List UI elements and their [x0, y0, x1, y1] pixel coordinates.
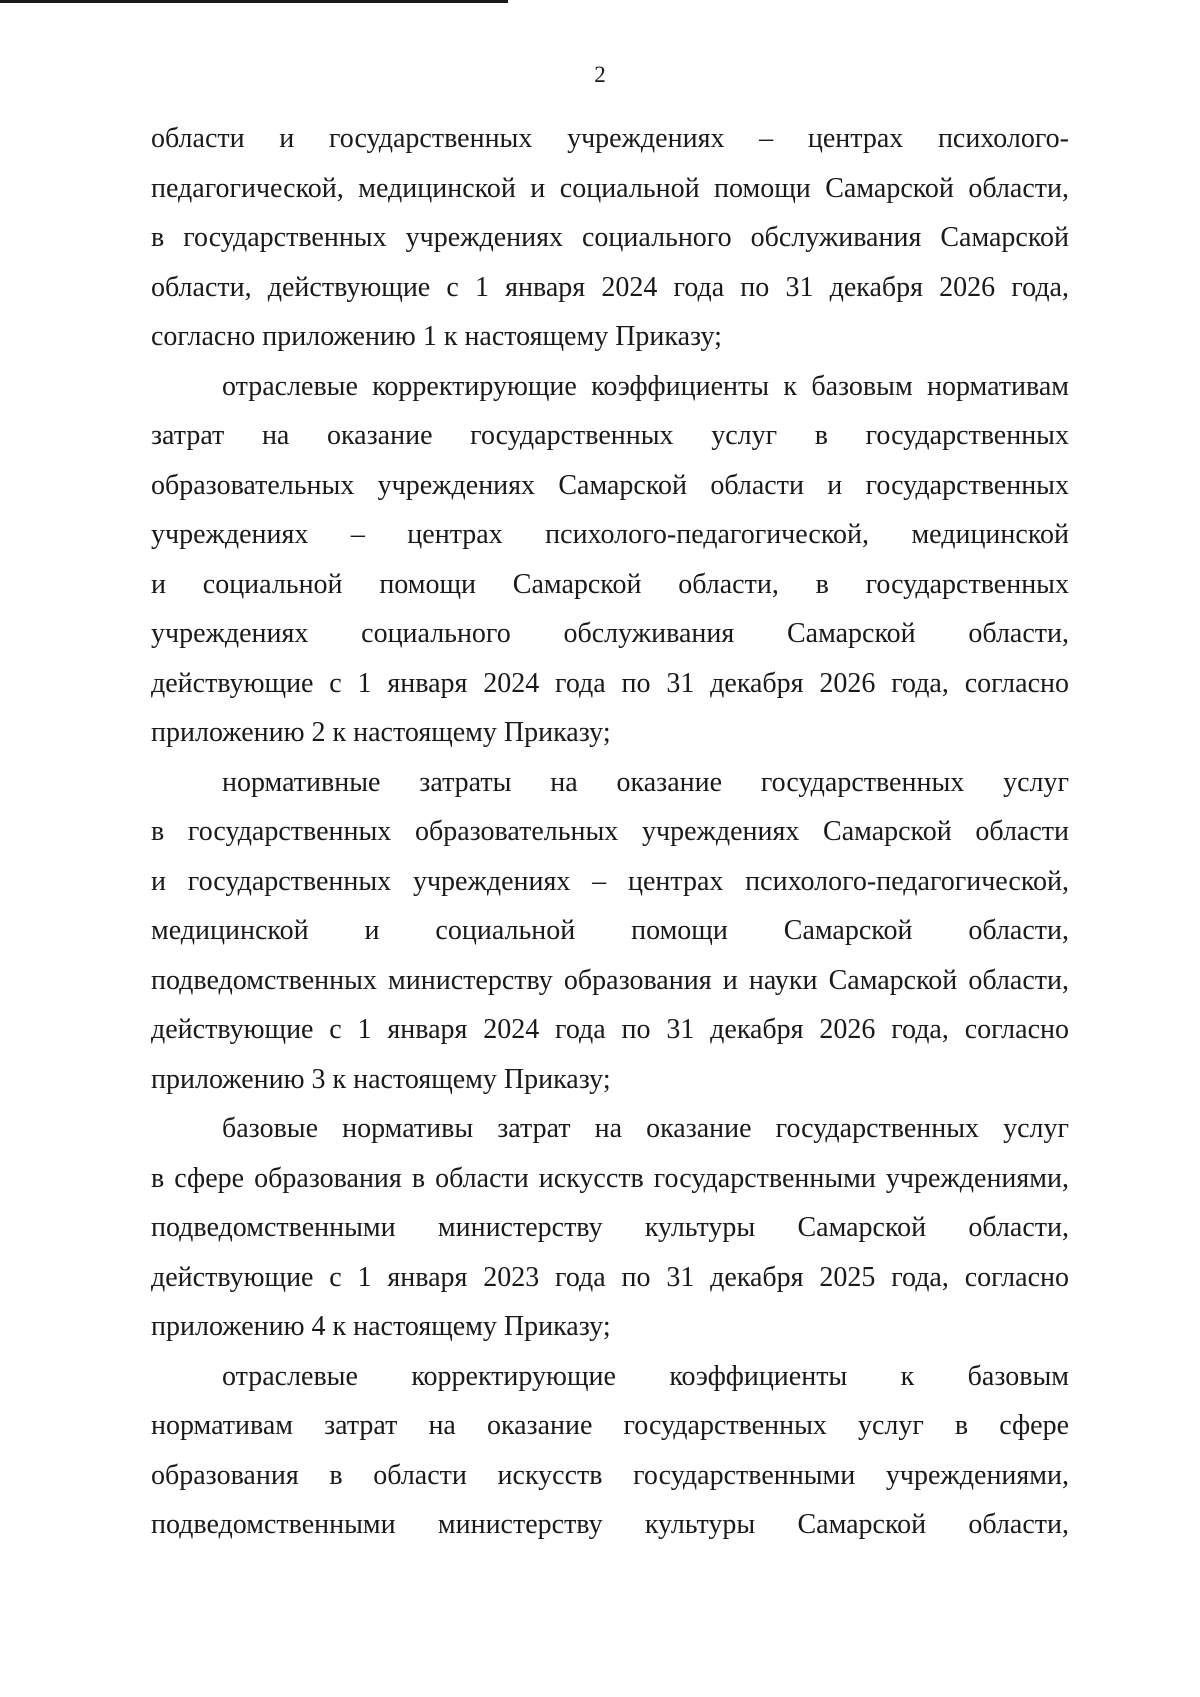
text-line: согласно приложению 1 к настоящему Приказу; [151, 321, 722, 352]
text-line: подведомственных министерству образования и науки Самарской области, [151, 964, 1069, 996]
text-line: подведомственными министерству культуры Самарской области, [151, 1509, 1069, 1540]
text-line: области и государственных учреждениях – центрах психолого- [151, 123, 1069, 154]
paragraph-1 [151, 114, 1069, 362]
paragraph-4 [151, 1104, 1069, 1352]
text-line: и социальной помощи Самарской области, в государственных [151, 568, 1069, 600]
text-line: приложению 4 к настоящему Приказу; [151, 1311, 611, 1342]
text-line: в государственных образовательных учреждениях Самарской области [151, 816, 1069, 847]
text-line: затрат на оказание государственных услуг в государственных [151, 420, 1069, 451]
text-line: действующие с 1 января 2024 года по 31 декабря 2026 года, согласно [151, 1014, 1069, 1045]
text-line: образовательных учреждениях Самарской области и государственных [151, 469, 1069, 501]
text-line: приложению 3 к настоящему Приказу; [151, 1063, 611, 1095]
text-line: педагогической, медицинской и социальной помощи Самарской области, [151, 172, 1069, 204]
text-line: нормативные затраты на оказание государственных услуг [222, 766, 1069, 798]
text-line: отраслевые корректирующие коэффициенты к базовым [222, 1360, 1069, 1392]
text-line: действующие с 1 января 2024 года по 31 декабря 2026 года, согласно [151, 667, 1069, 699]
text-line: и государственных учреждениях – центрах психолого-педагогической, [151, 865, 1069, 897]
text-line: в сфере образования в области искусств государственными учреждениями, [151, 1162, 1069, 1194]
text-line: приложению 2 к настоящему Приказу; [151, 717, 611, 748]
text-line: учреждениях – центрах психолого-педагогической, медицинской [151, 519, 1069, 550]
document-body [151, 114, 1069, 1550]
text-line: подведомственными министерству культуры Самарской области, [151, 1212, 1069, 1243]
text-line: области, действующие с 1 января 2024 года по 31 декабря 2026 года, [151, 271, 1069, 303]
text-line: образования в области искусств государственными учреждениями, [151, 1459, 1069, 1491]
text-line: отраслевые корректирующие коэффициенты к базовым нормативам [222, 370, 1069, 402]
text-line: нормативам затрат на оказание государственных услуг в сфере [151, 1410, 1069, 1441]
paragraph-2 [151, 362, 1069, 758]
page-number: 2 [594, 62, 606, 87]
paragraph-5 [151, 1352, 1069, 1550]
paragraph-3 [151, 758, 1069, 1105]
text-line: действующие с 1 января 2023 года по 31 декабря 2025 года, согласно [151, 1261, 1069, 1293]
text-line: базовые нормативы затрат на оказание государственных услуг [222, 1113, 1069, 1144]
text-line: учреждениях социального обслуживания Самарской области, [151, 618, 1069, 649]
top-rule [0, 0, 508, 3]
text-line: медицинской и социальной помощи Самарской области, [151, 915, 1069, 946]
text-line: в государственных учреждениях социального обслуживания Самарской [151, 222, 1069, 253]
